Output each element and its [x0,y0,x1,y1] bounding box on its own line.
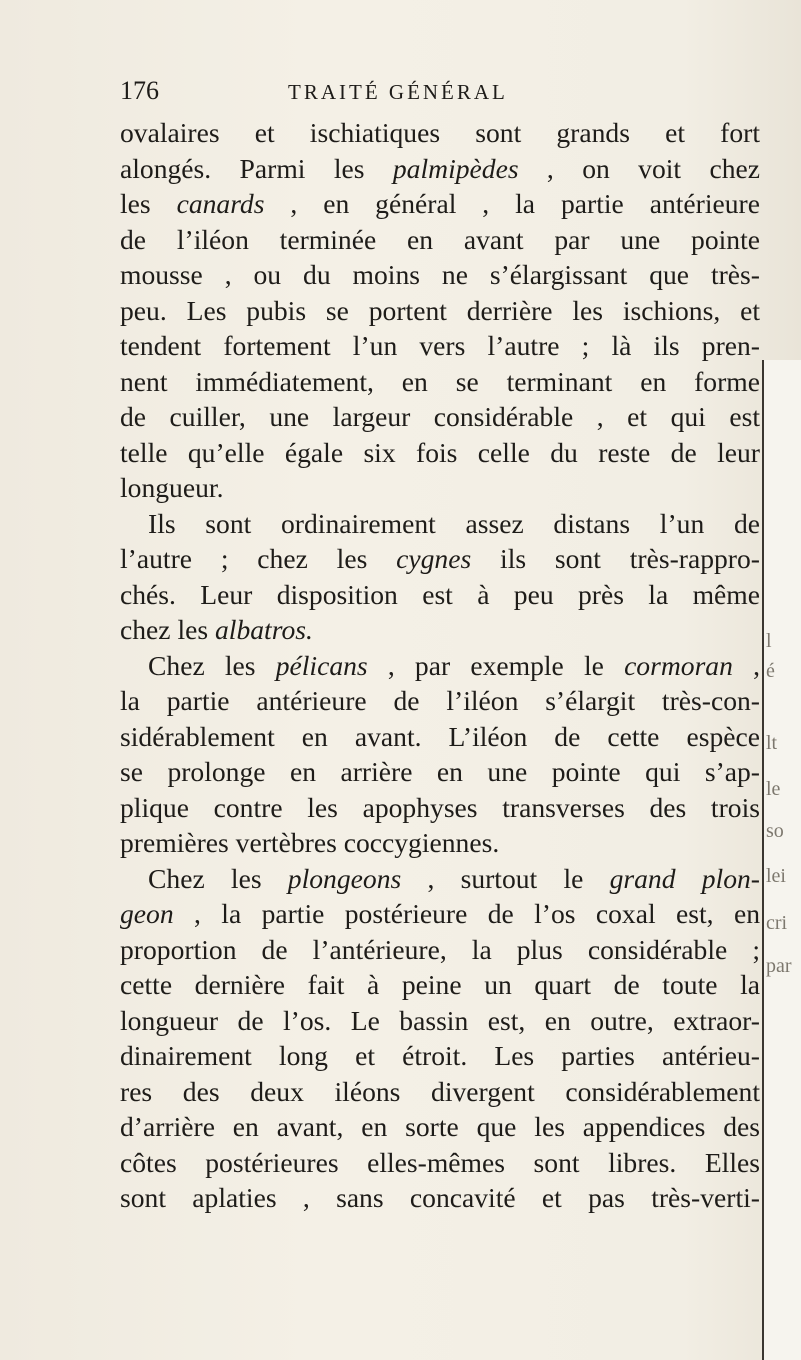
adjacent-page-fragment: le [766,778,781,800]
italic-term: cormoran [624,649,733,681]
text-line [120,115,760,151]
text-line [120,612,760,648]
text-run: mousse , ou du moins ne s’élargissant que très- [120,259,760,290]
text-line [120,1180,760,1216]
text-line [120,470,760,506]
text-run: dinairement long et étroit. Les parties antérieu- [120,1040,760,1071]
text-line [120,577,760,613]
text-run: res des deux iléons divergent considérablement [120,1075,760,1107]
text-run: la partie antérieure de l’iléon s’élargit très-con- [120,685,760,716]
text-run: longueur de l’os. Le bassin est, en outre, extraor- [120,1004,760,1036]
italic-term: plongeons [287,862,402,894]
italic-term: geon [120,898,174,929]
text-line [120,541,760,577]
text-line [120,222,760,258]
text-run: premières vertèbres coccygiennes. [120,827,500,858]
adjacent-page-fragment: so [766,820,784,842]
text-run: nent immédiatement, en se terminant en forme [120,365,760,397]
italic-term: canards [176,188,265,219]
text-run: longueur. [120,472,224,503]
text-line [120,151,760,187]
text-run: , par exemple le [367,649,625,681]
text-run: chez les [120,614,215,645]
text-run: plique contre les apophyses transverses des trois [120,791,760,823]
text-run: , en général , la partie antérieure [264,188,760,219]
page-header [120,76,760,112]
text-line [120,328,760,364]
adjacent-page-fragment: l [766,630,772,652]
text-run: les [120,188,177,219]
text-run: Ils sont ordinairement assez distans l’un de [148,507,760,539]
text-run: côtes postérieures elles-mêmes sont libres. Elles [120,1146,760,1178]
text-run: sidérablement en avant. L’iléon de cette espèce [120,720,760,752]
text-run: cette dernière fait à peine un quart de toute la [120,969,760,1000]
text-run: tendent fortement l’un vers l’autre ; là ils pren- [120,330,760,361]
adjacent-page-fragment: cri [766,912,788,934]
adjacent-page-fragment: lt [766,732,778,754]
text-line [120,399,760,435]
text-run: , on voit chez [518,152,760,184]
text-line [120,435,760,471]
running-title: TRAITÉ GÉNÉRAL [288,80,508,104]
text-line [120,932,760,968]
text-line [120,1074,760,1110]
text-run: sont aplaties , sans concavité et pas très-verti- [120,1182,760,1213]
text-run: se prolonge en arrière en une pointe qui s’ap- [120,756,760,787]
text-run: telle qu’elle égale six fois celle du reste de leur [120,436,760,468]
text-line [120,1145,760,1181]
italic-term: grand plon- [609,862,760,894]
text-line [120,967,760,1003]
text-run: , [732,649,760,681]
text-run: proportion de l’antérieure, la plus considérable ; [120,933,760,965]
text-run: , la partie postérieure de l’os coxal est, en [173,898,760,929]
text-run: de l’iléon terminée en avant par une pointe [120,223,760,255]
adjacent-page-fragment: é [766,660,775,682]
text-run: d’arrière en avant, en sorte que les appendices des [120,1111,760,1142]
text-line [120,861,760,897]
text-line [120,683,760,719]
italic-term: cygnes [396,543,472,574]
italic-term: albatros. [215,614,313,645]
text-run: Chez les [148,862,288,894]
text-line [120,1109,760,1145]
text-line [120,1003,760,1039]
text-line [120,257,760,293]
text-line [120,186,760,222]
text-line [120,896,760,932]
body-text [120,115,760,1216]
text-run: ovalaires et ischiatiques sont grands et fort [120,117,760,148]
text-line [120,293,760,329]
text-run: , surtout le [401,862,610,894]
text-line [120,1038,760,1074]
text-line [120,506,760,542]
text-run: peu. Les pubis se portent derrière les ischions, et [120,294,760,326]
text-run: l’autre ; chez les [120,543,397,574]
text-run: ils sont très-rappro- [471,543,760,574]
italic-term: pélicans [275,649,368,681]
text-run: alongés. Parmi les [120,152,393,184]
text-line [120,364,760,400]
text-line [120,648,760,684]
text-run: chés. Leur disposition est à peu près la même [120,578,760,610]
adjacent-page-margin [764,360,801,1360]
page-number: 176 [120,76,159,105]
text-line [120,825,760,861]
italic-term: palmipèdes [392,152,519,184]
text-line [120,719,760,755]
text-run: de cuiller, une largeur considérable , et qui est [120,401,760,432]
adjacent-page-fragment: lei [766,865,786,887]
text-line [120,754,760,790]
text-line [120,790,760,826]
adjacent-page-fragment: par [766,955,792,977]
text-run: Chez les [148,649,276,681]
